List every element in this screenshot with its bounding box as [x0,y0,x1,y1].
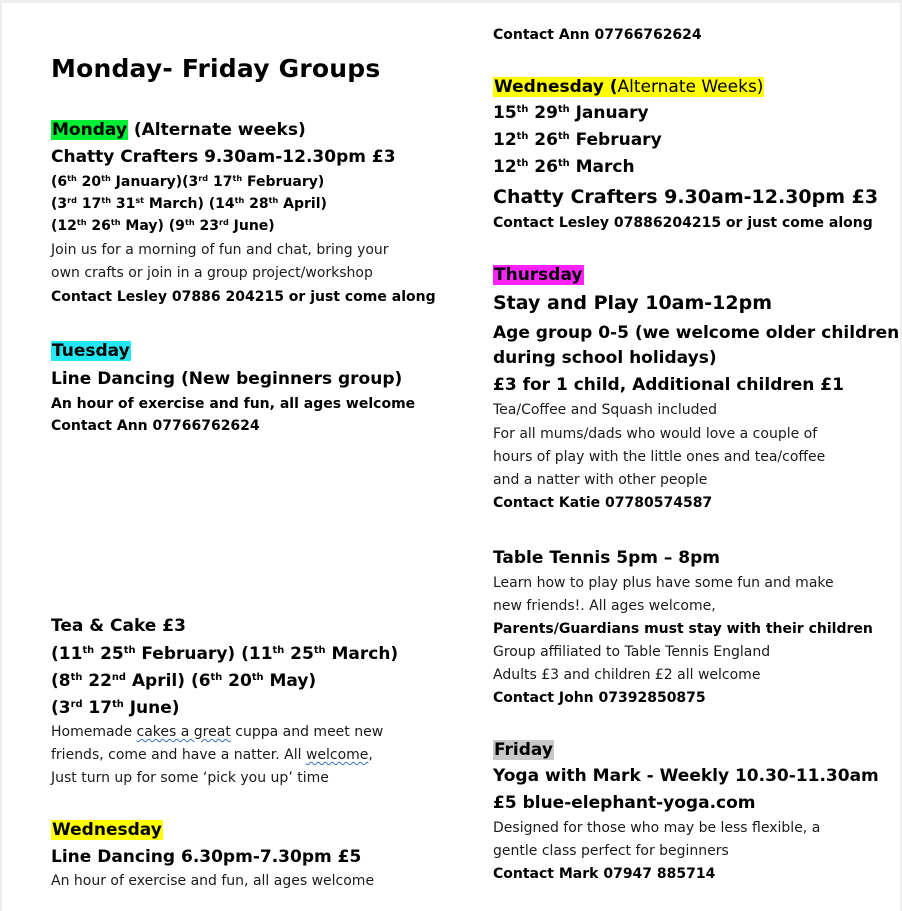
date-text: June) [123,698,180,718]
tea-cake-description-line-3: Just turn up for some ‘pick you up’ time [51,770,329,786]
ordinal-suffix: th [112,698,124,710]
date-text: 17 [208,174,233,190]
table-tennis-description-line-2: new friends!. All ages welcome, [493,598,716,614]
ordinal-suffix: th [67,172,77,183]
wednesday-evening-description: An hour of exercise and fun, all ages welcome [51,873,375,889]
monday-heading [51,121,306,141]
wednesday-evening-heading [51,821,163,841]
date-text: 20 [76,174,102,190]
date-text: (12 [51,218,77,234]
date-text: February) [242,174,325,190]
date-text: February) (11 [135,644,273,664]
ordinal-suffix: th [272,644,285,656]
table-tennis-description-line-1: Learn how to play plus have some fun and make [493,575,834,591]
wednesday-day-dates-line-2 [493,131,662,151]
table-tennis-description-line-4: Adults £3 and children £2 all welcome [493,667,761,683]
ordinal-suffix: rd [218,216,229,227]
thursday-description-line-2: For all mums/dads who would love a couple of [493,426,818,442]
table-tennis-parents-notice: Parents/Guardians must stay with their children [493,621,873,637]
thursday-heading [493,266,584,286]
tea-desc2-a: friends, come and have a natter. All [51,747,306,763]
ordinal-suffix: th [110,216,121,227]
date-text: 20 [222,671,252,691]
friday-title: Yoga with Mark - Weekly 10.30-11.30am [493,766,879,786]
date-text: 28 [244,196,269,212]
date-text: 17 [76,196,102,212]
ordinal-suffix: th [184,216,195,227]
tea-cake-description-line-2 [51,747,373,763]
date-text: (8 [51,671,71,691]
ordinal-suffix: th [557,130,570,142]
ordinal-suffix: th [123,644,136,656]
date-text: (3 [51,196,68,212]
ordinal-suffix: th [251,671,264,683]
tea-desc2-b: welcome [305,747,369,763]
tea-desc2-c: , [368,747,373,763]
wednesday-evening-title: Line Dancing 6.30pm-7.30pm £5 [51,847,362,867]
table-tennis-title: Table Tennis 5pm – 8pm [493,548,721,568]
ordinal-suffix: th [557,157,570,169]
ordinal-suffix: th [516,130,529,142]
date-text: April) (6 [125,671,211,691]
wednesday-day-heading [493,78,764,98]
wednesday-day-contact: Contact Lesley 07886204215 or just come along [493,215,873,231]
tea-desc1-b: cakes a great [136,724,231,740]
wednesday-day-name: Wednesday ( [494,77,618,97]
friday-heading [493,741,554,761]
date-text: 25 [94,644,124,664]
wednesday-evening-label: Wednesday [52,820,162,840]
ordinal-suffix: th [101,194,111,205]
ordinal-suffix: th [516,157,529,169]
date-text: (11 [51,644,83,664]
top-right-contact: Contact Ann 07766762624 [493,27,702,43]
ordinal-suffix: th [313,644,326,656]
date-text: January [569,103,649,123]
monday-description-line-2: own crafts or join in a group project/workshop [51,265,373,281]
tuesday-title: Line Dancing (New beginners group) [51,369,403,389]
page-title: Monday- Friday Groups [51,54,381,83]
ordinal-suffix: th [232,172,243,183]
tea-desc1-c: cuppa and meet new [230,724,384,740]
monday-dates-line-1 [51,174,324,190]
monday-contact: Contact Lesley 07886 204215 or just come along [51,289,436,305]
monday-dates-line-2 [51,196,327,212]
tea-cake-description-line-1 [51,724,383,740]
ordinal-suffix: st [135,194,145,205]
wednesday-day-note: Alternate Weeks) [617,77,764,97]
wednesday-day-dates-line-3 [493,158,635,178]
ordinal-suffix: th [101,172,111,183]
date-text: 26 [528,130,558,150]
tea-cake-dates-line-1 [51,645,398,665]
monday-label: Monday [52,120,127,140]
date-text: 31 [110,196,136,212]
date-text: 26 [86,218,111,234]
friday-contact: Contact Mark 07947 885714 [493,866,716,882]
date-text: March) [325,644,399,664]
date-text: 29 [528,103,558,123]
ordinal-suffix: th [268,194,279,205]
date-text: 15 [493,103,517,123]
thursday-description-line-1: Tea/Coffee and Squash included [493,402,717,418]
date-text: (3 [51,698,71,718]
monday-description-line-1: Join us for a morning of fun and chat, bring your [51,242,389,258]
date-text: 12 [493,130,517,150]
date-text: January)(3 [110,174,199,190]
date-text: March [569,157,635,177]
date-text: April) [278,196,327,212]
tuesday-label: Tuesday [52,341,130,361]
friday-label: Friday [494,740,553,760]
tuesday-heading [51,342,131,362]
date-text: March) (14 [144,196,235,212]
thursday-description-line-4: and a natter with other people [493,472,708,488]
table-tennis-description-line-3: Group affiliated to Table Tennis England [493,644,771,660]
ordinal-suffix: rd [67,194,77,205]
date-text: February [569,130,662,150]
monday-note: (Alternate weeks) [127,120,306,140]
thursday-description-line-3: hours of play with the little ones and tea/coffee [493,449,826,465]
date-text: (6 [51,174,68,190]
ordinal-suffix: th [557,103,570,115]
date-text: 26 [528,157,558,177]
wednesday-day-label [493,77,764,97]
monday-title: Chatty Crafters 9.30am-12.30pm £3 [51,147,396,167]
thursday-price: £3 for 1 child, Additional children £1 [493,375,844,395]
ordinal-suffix: rd [70,698,83,710]
ordinal-suffix: nd [111,671,126,683]
tuesday-contact: Contact Ann 07766762624 [51,418,260,434]
ordinal-suffix: th [516,103,529,115]
monday-dates-line-3 [51,218,275,234]
thursday-age-line-2: during school holidays) [493,348,717,368]
tea-cake-title: Tea & Cake £3 [51,616,186,636]
date-text: 23 [194,218,219,234]
friday-website: £5 blue-elephant-yoga.com [493,793,756,813]
wednesday-day-dates-line-1 [493,104,649,124]
date-text: May) (9 [120,218,185,234]
date-text: 12 [493,157,517,177]
page-frame-left [0,0,2,911]
thursday-age-line-1: Age group 0-5 (we welcome older children [493,323,900,343]
thursday-title: Stay and Play 10am-12pm [493,292,773,314]
ordinal-suffix: th [82,644,95,656]
tea-cake-dates-line-3 [51,699,180,719]
thursday-contact: Contact Katie 07780574587 [493,495,713,511]
table-tennis-contact: Contact John 07392850875 [493,690,706,706]
date-text: 22 [82,671,112,691]
tea-desc1-a: Homemade [51,724,137,740]
ordinal-suffix: th [234,194,245,205]
date-text: May) [263,671,317,691]
date-text: 17 [82,698,113,718]
ordinal-suffix: rd [198,172,209,183]
ordinal-suffix: th [76,216,87,227]
thursday-label: Thursday [494,265,583,285]
friday-description-line-2: gentle class perfect for beginners [493,843,729,859]
page-frame-top [0,0,902,3]
friday-description-line-1: Designed for those who may be less flexible, a [493,820,821,836]
ordinal-suffix: th [210,671,223,683]
wednesday-day-title: Chatty Crafters 9.30am-12.30pm £3 [493,186,879,208]
ordinal-suffix: th [70,671,83,683]
date-text: June) [228,218,275,234]
tuesday-description: An hour of exercise and fun, all ages welcome [51,396,416,412]
date-text: 25 [284,644,314,664]
tea-cake-dates-line-2 [51,672,316,692]
